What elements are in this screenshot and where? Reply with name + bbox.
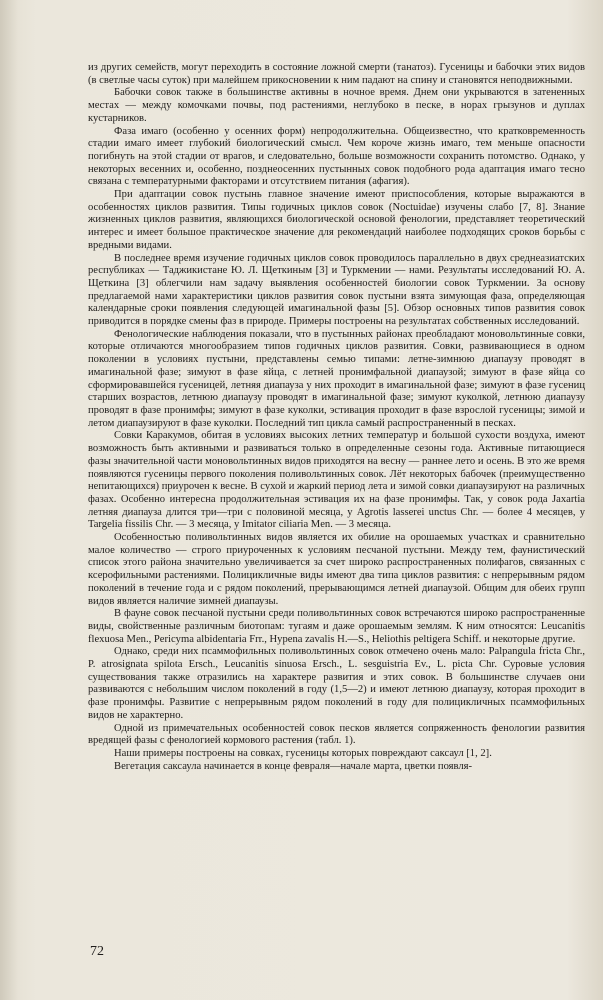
- paragraph-5: В последнее время изучение годичных циклов совок проводилось параллельно в двух среднеазиатских республиках — Таджикистане Ю. Л. Щеткиным [3] и Туркмении — нами. Результаты исследований Ю. А. Щеткина [3] облегчили нам задачу выявления особенностей биологии совок Туркмении. За основу предлагаемой нами характеристики циклов развития совок пустыни взята зимующая фаза, определяющая календарные сроки появления следующей имагинальной фазы [5]. Обзор основных типов развития совок приводится в порядке смены фаз в природе. Примеры построены на результатах собственных исследований.: [88, 252, 585, 328]
- paragraph-12: Наши примеры построены на совках, гусеницы которых повреждают саксаул [1, 2].: [114, 747, 492, 759]
- paragraph-10: Однако, среди них псаммофильных поливольтинных совок отмечено очень мало: Palpangula fricta Chr., P. atrosignata spilota Ersch., Leucanitis sinuosa Ersch., L. sesguistria Ev., L. picta Chr. Суровые условия существования также отразились на характере развития и этих совок. В большинстве случаев они развиваются с небольшим числом поколений в году (1,5—2) и имеют летнюю диапаузу, которая проходит в фазе пронимфы. Развитие с непрерывным рядом поколений в году для полицикличных псаммофильных видов не характерно.: [88, 646, 585, 721]
- page-edge-shadow: [0, 0, 18, 1000]
- paragraph-13: Вегетация саксаула начинается в конце февраля—начале марта, цветки появля-: [114, 760, 473, 772]
- page-number: 72: [90, 944, 104, 959]
- paragraph-9: В фауне совок песчаной пустыни среди поливольтинных совок встречаются широко распространенные виды, свойственные различным биотопам: тугаям и даже орошаемым землям. К ним относятся: Leucanitis flexuosa Men., Pericyma albidentaria Frr., Hypena zavalis H.—S., Heliothis peltigera Schiff. и некоторые другие.: [88, 608, 585, 645]
- paragraph-4: При адаптации совок пустынь главное значение имеют приспособления, которые выражаются в особенностях циклов развития. Типы годичных циклов совок (Noctuidae) изучены слабо [7, 8]. Знание жизненных циклов развития, являющихся биологической основой фенологии, представляет теоретический интерес и имеет большое практическое значение для рекомендаций наиболее подходящих сроков борьбы с вредными видами.: [88, 189, 585, 251]
- paragraph-7: Совки Каракумов, обитая в условиях высоких летних температур и большой сухости воздуха, имеют возможность быть активными и развиваться только в определенные сезоны года. Активные питающиеся фазы значительной части моновольтинных видов приходятся на весну — раннее лето и осень. В это же время появляются гусеницы первого поколения поливольтинных совок. Лёт некоторых бабочек (преимущественно непитающихся) приурочен к весне. В сухой и жаркий период лета и зимой совки диапаузируют на различных фазах. Особенно интересна продолжительная эстивация их на фазе пронимфы. Так, у совок рода Jaxartia летняя диапауза длится три—три с половиной месяца, у Agrotis lasserei unctus Chr. — более 4 месяцев, у Targelia fissilis Chr. — 3 месяца, у Imitator ciliaria Men. — 3 месяца.: [88, 430, 585, 531]
- body-text: [88, 62, 585, 773]
- paragraph-11: Одной из примечательных особенностей совок песков является сопряженность фенологии развития вредящей фазы с фенологией кормового растения (табл. 1).: [88, 722, 585, 747]
- paragraph-6: Фенологические наблюдения показали, что в пустынных районах преобладают моновольтинные совки, которые отличаются многообразием типов годичных циклов развития. Совки, развивающиеся в одном поколении в условиях пустыни, представлены семью типами: летне-зимнюю диапаузу проводят в имагинальной фазе; зимуют в фазе яйца, с летней пронимфальной диапаузой; зимуют в фазе яйца со сформировавшейся гусеницей, летняя диапауза у них проходит в имагинальной фазе; зимуют в фазе гусениц старших возрастов, летнюю диапаузу проводят в имагинальной фазе; зимуют куколкой, летнюю диапаузу проводят в фазе пронимфы; зимуют в фазе куколки, эстивация проходит в фазе взрослой гусеницы; зимой и летом диапаузируют в фазе куколки. Последний тип цикла самый распространенный в песках.: [88, 328, 585, 429]
- paragraph-8: Особенностью поливольтинных видов является их обилие на орошаемых участках и сравнительно малое количество — строго приуроченных к условиям песчаной пустыни. Между тем, фаунистический список этого района значительно увеличивается за счет широко распространенных полифагов, связанных с ксерофильными растениями. Полицикличные виды имеют два типа циклов развития: с непрерывным рядом поколений в течение года и с рядом поколений, прерывающимся летней диапаузой. Общим для обеих групп видов является наличие зимней диапаузы.: [88, 532, 585, 607]
- paragraph-1: из других семейств, могут переходить в состояние ложной смерти (танатоз). Гусеницы и бабочки этих видов (в светлые часы суток) при малейшем прикосновении к ним падают на спину и становятся неподвижными.: [88, 62, 585, 86]
- paragraph-2: Бабочки совок также в большинстве активны в ночное время. Днем они укрываются в затененных местах — между комочками почвы, под растениями, неглубоко в песке, в норах грызунов и дуплах кустарников.: [88, 87, 585, 124]
- paragraph-3: Фаза имаго (особенно у осенних форм) непродолжительна. Общеизвестно, что кратковременность стадии имаго имеет глубокий биологический смысл. Чем короче жизнь имаго, тем меньше опасности погибнуть на этой стадии от врагов, и следовательно, больше возможности сохранить потомство. Однако, у некоторых весенних и, особенно, позднеосенних пустынных совок подобного рода адаптация имаго тесно связана с температурными факторами и отсутствием питания (афагия).: [88, 125, 585, 188]
